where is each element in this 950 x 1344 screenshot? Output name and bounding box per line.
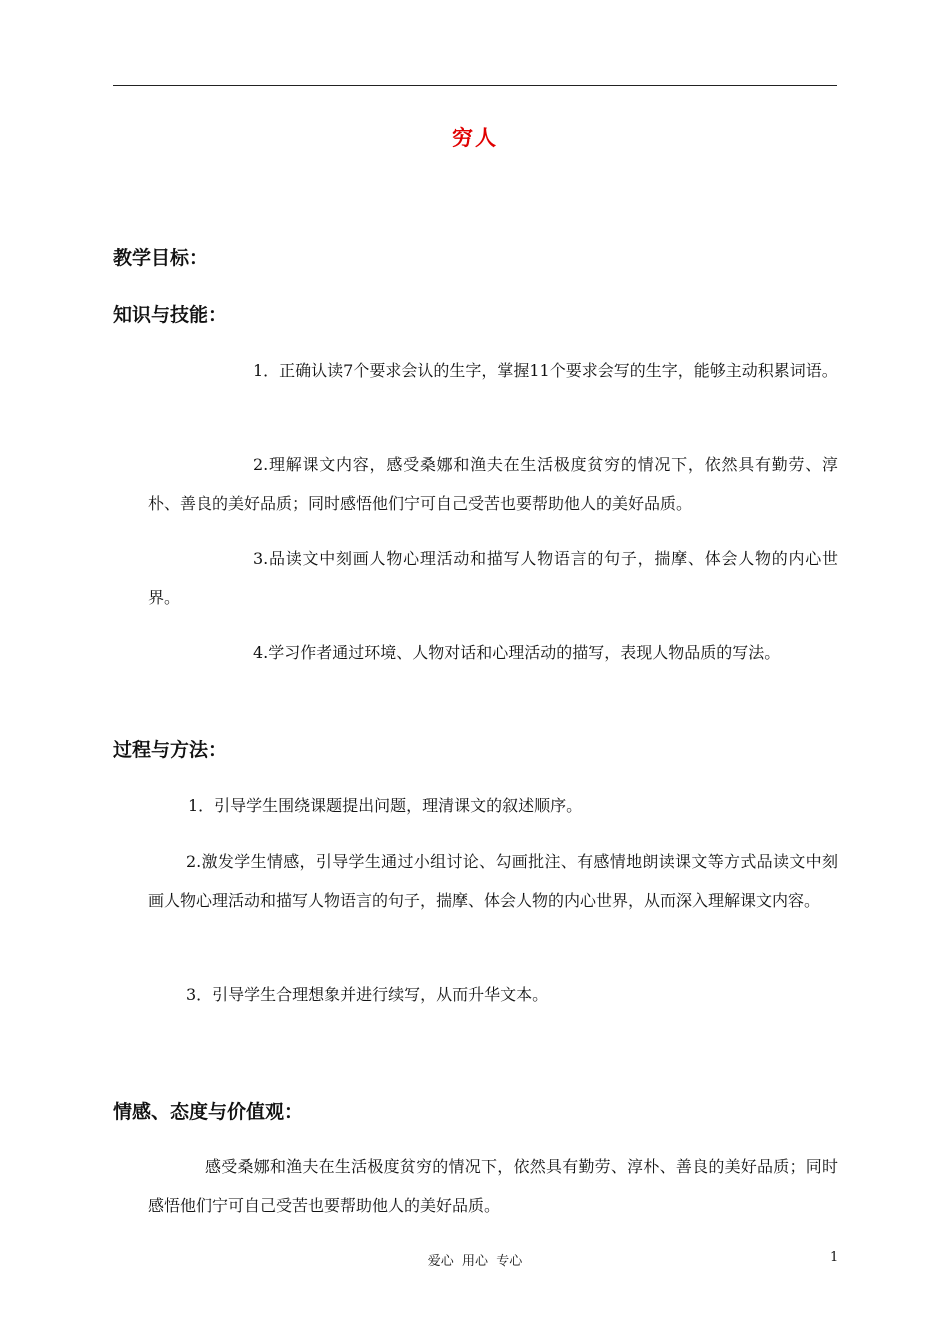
heading-process-methods: 过程与方法： — [113, 739, 228, 761]
footer-motto: 爱心 用心 专心 — [427, 1254, 523, 1269]
document-title: 穷人 — [452, 125, 498, 150]
heading-teaching-goals: 教学目标： — [113, 247, 209, 269]
knowledge-item-3: 3.品读文中刻画人物心理活动和描写人物语言的句子，揣摩、体会人物的内心世界。 — [148, 549, 838, 607]
process-item-2: 2.激发学生情感，引导学生通过小组讨论、勾画批注、有感情地朗读课文等方式品读文中刻画人物心理活动和描写人物语言的句子，揣摩、体会人物的内心世界，从而深入理解课文内容。 — [148, 852, 838, 910]
process-item-1: 1．引导学生围绕课题提出问题，理清课文的叙述顺序。 — [188, 796, 583, 815]
knowledge-item-2: 2.理解课文内容，感受桑娜和渔夫在生活极度贫穷的情况下，依然具有勤劳、淳朴、善良的美好品质；同时感悟他们宁可自己受苦也要帮助他人的美好品质。 — [148, 455, 838, 513]
heading-knowledge-skills: 知识与技能： — [113, 304, 228, 326]
page-number: 1 — [830, 1250, 839, 1265]
knowledge-item-4: 4.学习作者通过环境、人物对话和心理活动的描写，表现人物品质的写法。 — [253, 643, 781, 662]
emotion-item-1: 感受桑娜和渔夫在生活极度贫穷的情况下，依然具有勤劳、淳朴、善良的美好品质；同时感悟他们宁可自己受苦也要帮助他人的美好品质。 — [148, 1157, 838, 1215]
header-rule — [113, 85, 837, 86]
knowledge-item-1: 1．正确认读7个要求会认的生字，掌握11个要求会写的生字，能够主动积累词语。 — [253, 361, 838, 380]
heading-emotion-values: 情感、态度与价值观： — [113, 1101, 304, 1123]
process-item-3: 3．引导学生合理想象并进行续写，从而升华文本。 — [186, 985, 549, 1004]
